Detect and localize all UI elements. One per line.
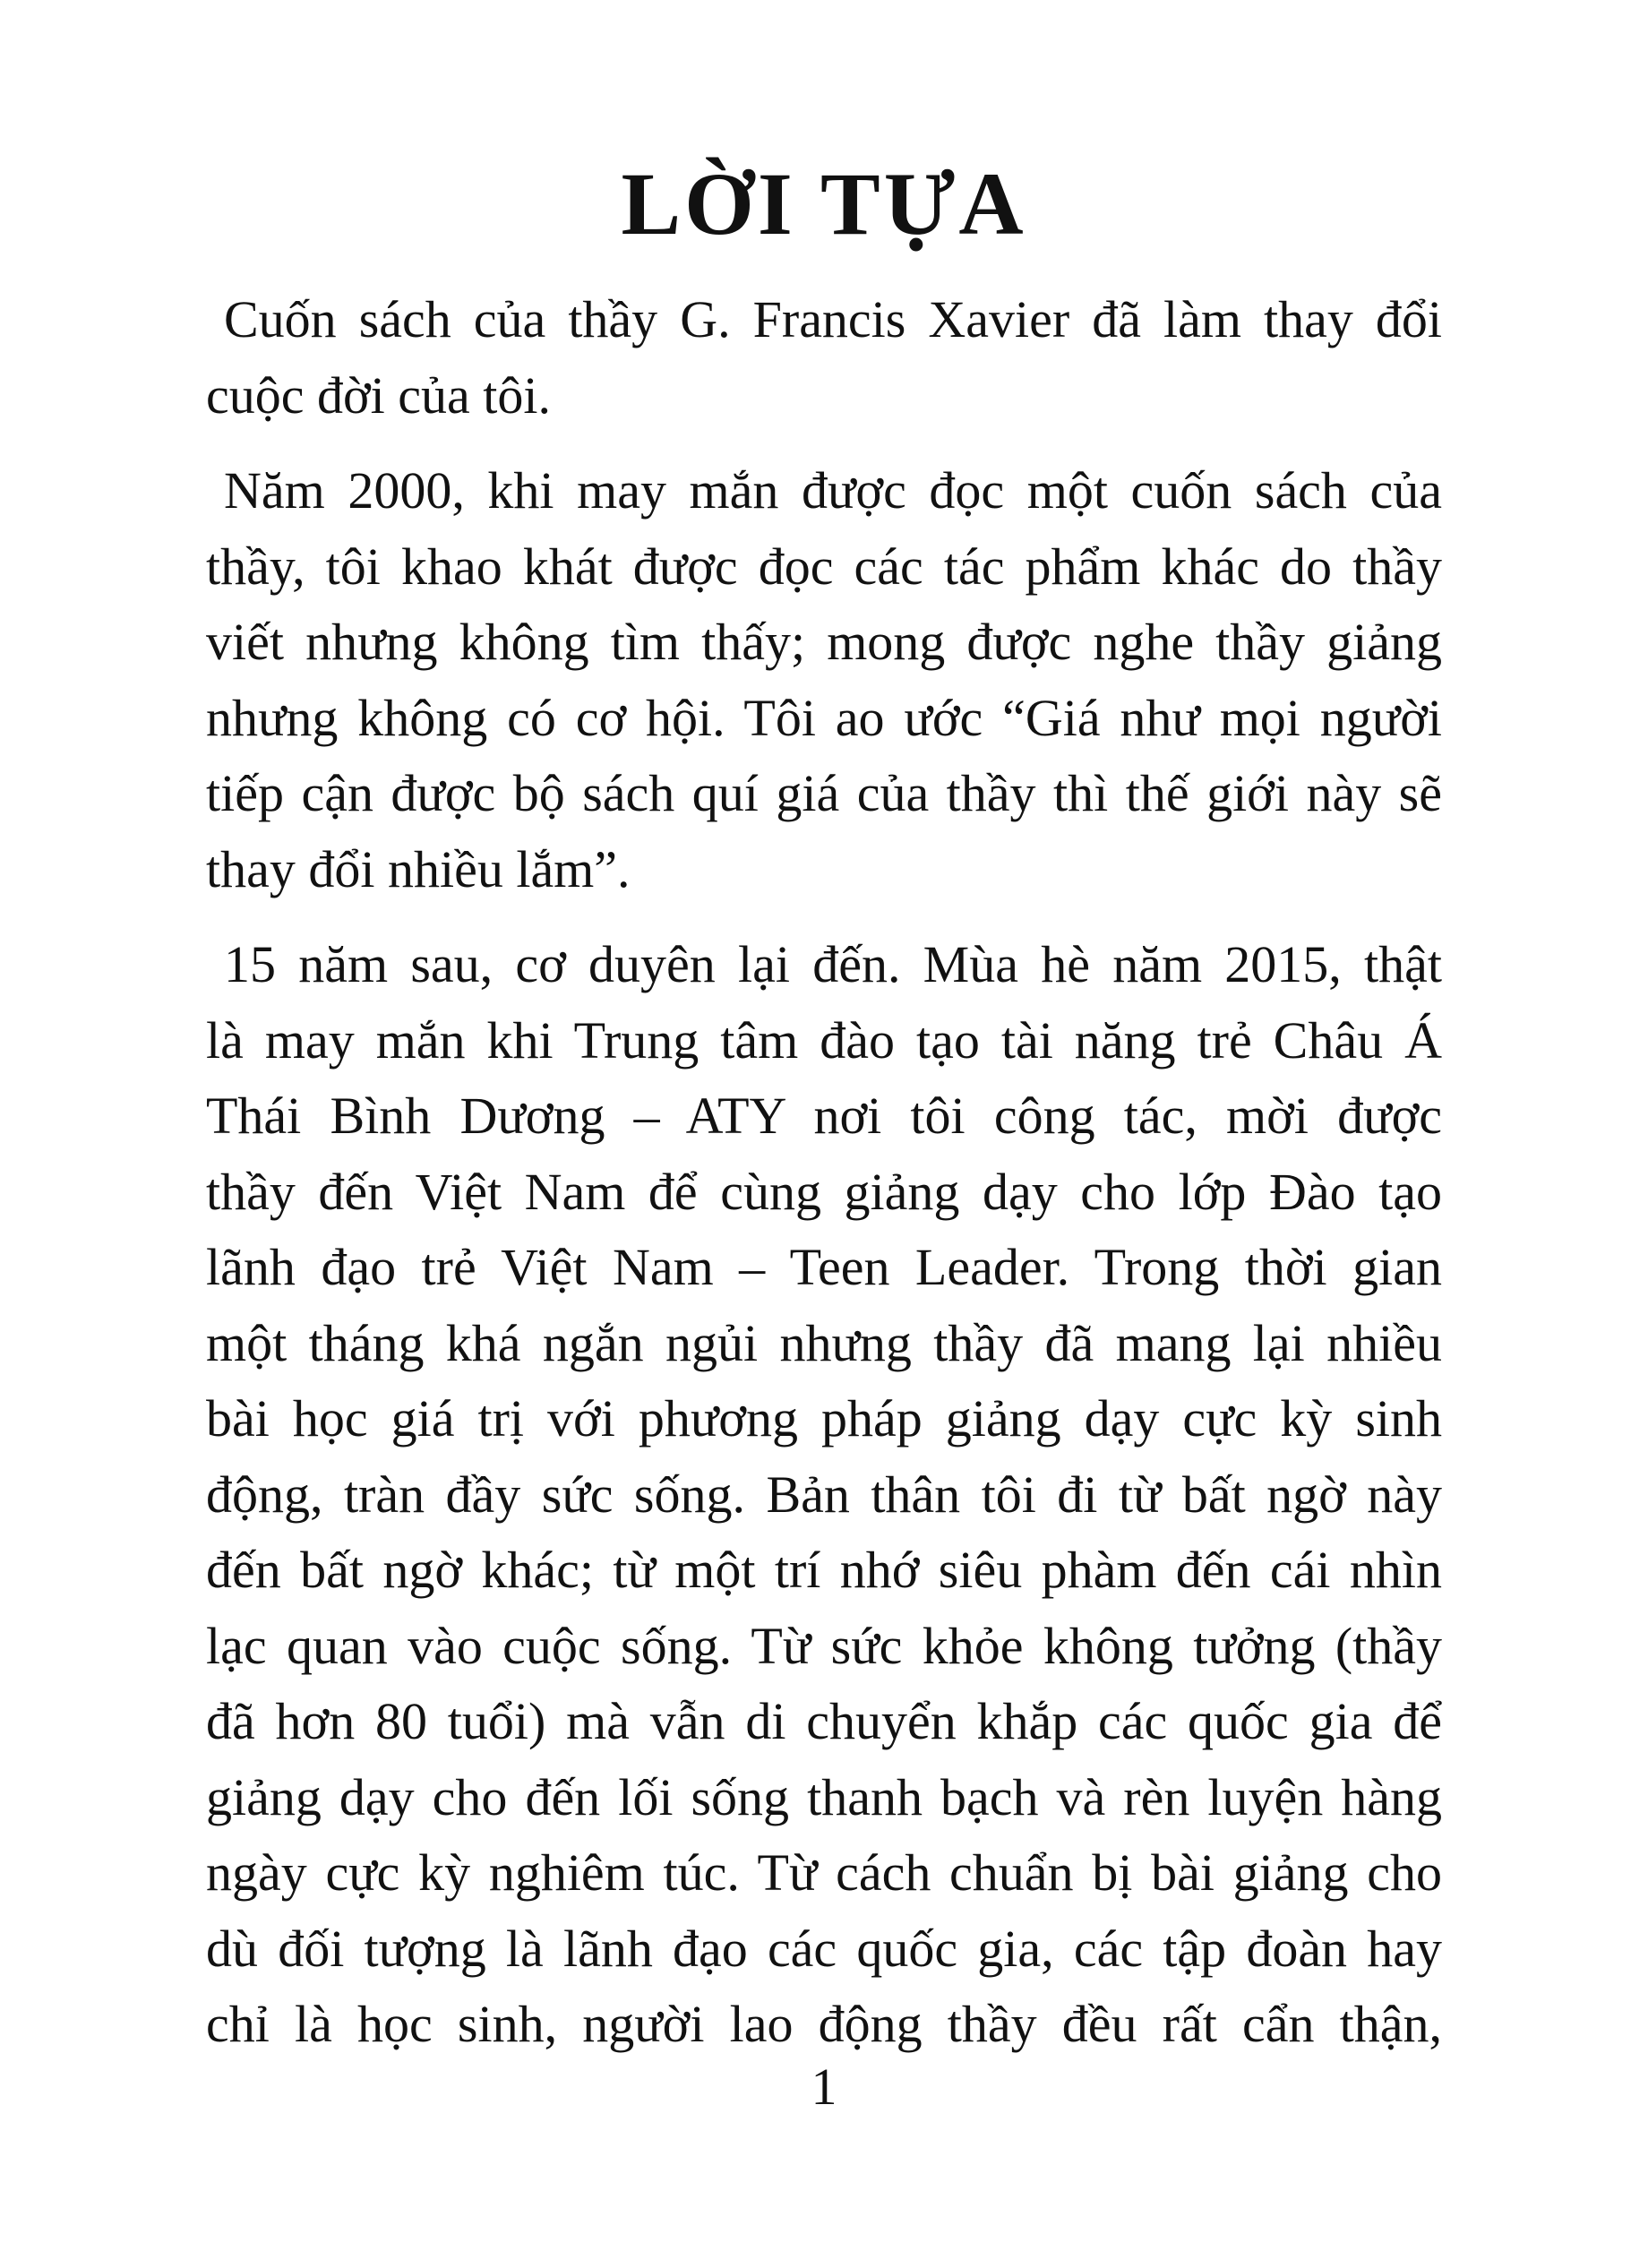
text-line: Cuốn sách của thầy G. Francis Xavier đã làm thay đổi [224, 290, 1442, 348]
paragraph-1 [206, 282, 1442, 434]
text-line: cuộc đời của tôi. [206, 365, 551, 425]
text-line: thay đổi nhiều lắm”. [206, 839, 631, 898]
text-line: là may mắn khi Trung tâm đào tạo tài năng trẻ Châu Á [206, 1010, 1442, 1070]
text-line: tiếp cận được bộ sách quí giá của thầy thì thế giới này sẽ [206, 764, 1442, 822]
text-line: viết nhưng không tìm thấy; mong được nghe thầy giảng [206, 613, 1442, 671]
paragraph-2 [206, 453, 1442, 907]
text-line: Năm 2000, khi may mắn được đọc một cuốn sách của [224, 461, 1442, 520]
text-line: nhưng không có cơ hội. Tôi ao ước “Giá như mọi người [206, 688, 1442, 747]
text-line: động, tràn đầy sức sống. Bản thân tôi đi từ bất ngờ này [206, 1465, 1442, 1524]
text-line: một tháng khá ngắn ngủi nhưng thầy đã mang lại nhiều [206, 1313, 1442, 1372]
text-line: giảng dạy cho đến lối sống thanh bạch và rèn luyện hàng [206, 1767, 1442, 1826]
text-line: lãnh đạo trẻ Việt Nam – Teen Leader. Trong thời gian [206, 1238, 1442, 1296]
page-number: 1 [811, 2058, 837, 2116]
text-line: 15 năm sau, cơ duyên lại đến. Mùa hè năm 2015, thật [224, 935, 1442, 993]
text-line: thầy, tôi khao khát được đọc các tác phẩm khác do thầy [206, 537, 1442, 596]
text-line: lạc quan vào cuộc sống. Từ sức khỏe không tưởng (thầy [206, 1616, 1442, 1675]
text-line: đến bất ngờ khác; từ một trí nhớ siêu phàm đến cái nhìn [206, 1541, 1442, 1599]
text-line: thầy đến Việt Nam để cùng giảng dạy cho lớp Đào tạo [206, 1162, 1442, 1221]
text-line: ngày cực kỳ nghiêm túc. Từ cách chuẩn bị bài giảng cho [206, 1843, 1442, 1902]
text-line: dù đối tượng là lãnh đạo các quốc gia, các tập đoàn hay [206, 1919, 1442, 1978]
body-text [206, 282, 1442, 2063]
paragraph-3 [206, 927, 1442, 2063]
text-line: Thái Bình Dương – ATY nơi tôi công tác, mời được [206, 1087, 1442, 1145]
text-line: chỉ là học sinh, người lao động thầy đều rất cẩn thận, [206, 1995, 1442, 2053]
page-title: LỜI TỰA [621, 154, 1027, 253]
text-line: đã hơn 80 tuổi) mà vẫn di chuyển khắp các quốc gia để [206, 1692, 1442, 1750]
text-line: bài học giá trị với phương pháp giảng dạy cực kỳ sinh [206, 1389, 1442, 1448]
